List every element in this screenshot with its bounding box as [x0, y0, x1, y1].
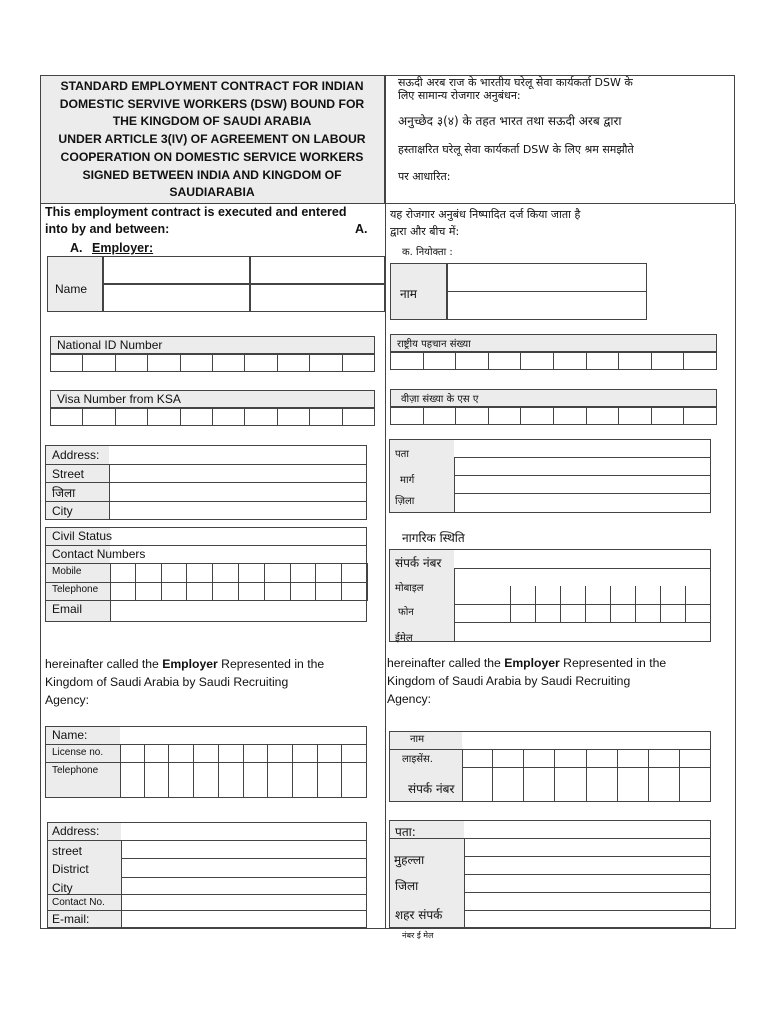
- national-id-label: National ID Number: [57, 338, 163, 352]
- national-id-hi-boxes[interactable]: [390, 352, 717, 370]
- name-hi-field-1[interactable]: [447, 263, 647, 292]
- address-label: Address:: [52, 448, 100, 462]
- national-id-boxes[interactable]: [50, 354, 375, 372]
- header-hi-line: लिए सामान्य रोजगार अनुबंधन:: [398, 89, 521, 102]
- represented-line3: Agency:: [45, 693, 90, 707]
- represented-line3: Agency:: [387, 692, 432, 706]
- header-line: UNDER ARTICLE 3(IV) OF AGREEMENT ON LABOUR: [58, 132, 366, 147]
- agency-contact-label: Contact No.: [52, 897, 105, 908]
- name-field-4[interactable]: [250, 284, 385, 312]
- license-contact-hi-boxes[interactable]: [462, 749, 711, 802]
- header-title-hi: [398, 76, 733, 184]
- civil-status-hi-label: नागरिक स्थिति: [402, 531, 465, 545]
- intro-marker: A.: [355, 222, 368, 236]
- agency-address-hi-label: पता:: [395, 825, 416, 839]
- name-hi-label: नाम: [400, 287, 417, 301]
- address-hi-label: पता: [395, 449, 409, 460]
- mobile-label: Mobile: [52, 566, 82, 577]
- mobile-hi-label: मोबाइल: [395, 583, 424, 594]
- header-line: STANDARD EMPLOYMENT CONTRACT FOR INDIAN: [60, 79, 364, 93]
- header-title-en: [42, 78, 382, 202]
- visa-hi-boxes[interactable]: [390, 407, 717, 425]
- name-hi-field-2[interactable]: [447, 291, 647, 320]
- visa-boxes[interactable]: [50, 408, 375, 426]
- name-label: Name: [55, 282, 88, 296]
- mobile-phone-boxes[interactable]: [110, 563, 368, 601]
- name-hi-label-cell: [390, 263, 447, 320]
- agency-telephone-label: Telephone: [52, 765, 99, 776]
- represented-line2: Kingdom of Saudi Arabia by Saudi Recruiting: [45, 675, 289, 689]
- street-hi-label: मार्ग: [400, 475, 415, 486]
- license-label: License no.: [52, 747, 104, 758]
- represented-suffix: Represented in the: [221, 657, 325, 671]
- email-hi-label: ईमेल: [395, 633, 413, 644]
- visa-hi-label: वीज़ा संख्या के एस ए: [401, 394, 479, 405]
- contact-numbers-hi-label: संपर्क नंबर: [395, 556, 442, 570]
- section-a-label: A.: [70, 241, 83, 255]
- intro-hi-line1: यह रोजगार अनुबंध निष्पादित दर्ज किया जाता है: [390, 208, 581, 221]
- represented-employer: Employer: [162, 657, 218, 671]
- header-line: DOMESTIC SERVIVE WORKERS (DSW) BOUND FOR: [59, 96, 365, 111]
- name-field-2[interactable]: [250, 256, 385, 284]
- license-telephone-boxes[interactable]: [120, 744, 367, 798]
- email-label: Email: [52, 602, 83, 616]
- national-id-hi-label: राष्ट्रीय पहचान संख्या: [397, 339, 471, 350]
- name-field-1[interactable]: [103, 256, 250, 284]
- name-field-3[interactable]: [103, 284, 250, 312]
- intro-line1: This employment contract is executed and entered: [45, 205, 347, 219]
- contact-hi-agency-label: संपर्क नंबर: [408, 782, 455, 796]
- header-line: COOPERATION ON DOMESTIC SERVICE WORKERS: [60, 149, 364, 164]
- header-hi-line: सऊदी अरब राज के भारतीय घरेलू सेवा कार्यकर्ता DSW के: [398, 76, 633, 89]
- header-line: THE KINGDOM OF SAUDI ARABIA: [112, 114, 312, 129]
- right-border: [735, 204, 736, 929]
- district-label-hi: जिला: [52, 486, 76, 500]
- agency-street-label: street: [52, 844, 83, 858]
- represented-en-right: [387, 654, 732, 708]
- agency-name-label: Name:: [52, 728, 88, 742]
- district-hi-agency-label: जिला: [395, 879, 419, 893]
- city-label: City: [52, 504, 73, 518]
- header-line: SIGNED BETWEEN INDIA AND KINGDOM OF: [82, 167, 342, 182]
- represented-employer: Employer: [504, 656, 560, 670]
- agency-district-label: District: [52, 862, 89, 876]
- header-line: SAUDIARABIA: [169, 185, 255, 200]
- agency-name-hi-label: नाम: [410, 734, 425, 745]
- footer-hi-label: नंबर ई मेल: [402, 931, 434, 940]
- represented-prefix: hereinafter called the: [45, 657, 159, 671]
- civil-status-label: Civil Status: [52, 529, 113, 543]
- license-hi-label: लाइसेंस.: [402, 754, 433, 765]
- street-label: Street: [52, 467, 85, 481]
- header-hi-line: अनुच्छेद ३(४) के तहत भारत तथा सऊदी अरब द्वारा: [398, 114, 622, 128]
- intro-hi-line2: द्वारा और बीच में:: [390, 225, 460, 238]
- left-border: [40, 204, 41, 929]
- represented-suffix: Represented in the: [563, 656, 667, 670]
- represented-prefix: hereinafter called the: [387, 656, 501, 670]
- represented-line2: Kingdom of Saudi Arabia by Saudi Recruiting: [387, 674, 631, 688]
- bottom-border: [40, 928, 736, 929]
- agency-address-label: Address:: [52, 824, 100, 838]
- city-contact-hi-label: शहर संपर्क: [395, 908, 443, 922]
- section-ka-label: क. नियोक्ता :: [402, 247, 453, 258]
- agency-city-label: City: [52, 881, 73, 895]
- telephone-hi-label: फोन: [398, 607, 414, 618]
- header-hi-line: पर आधारित:: [398, 170, 451, 183]
- center-divider: [385, 204, 386, 929]
- visa-label: Visa Number from KSA: [57, 392, 181, 406]
- telephone-label: Telephone: [52, 584, 99, 595]
- represented-en: [45, 655, 380, 709]
- header-hi-line: हस्ताक्षरित घरेलू सेवा कार्यकर्ता DSW के लिए श्रम समझौते: [398, 143, 634, 156]
- district-hi-label: ज़िला: [395, 496, 415, 507]
- intro-line2: into by and between:: [45, 222, 170, 236]
- agency-email-label: E-mail:: [52, 912, 90, 926]
- employer-heading: Employer:: [92, 241, 154, 255]
- mobile-phone-hi-boxes[interactable]: [510, 586, 711, 622]
- contact-numbers-label: Contact Numbers: [52, 547, 146, 561]
- locality-hi-label: मुहल्ला: [394, 853, 425, 867]
